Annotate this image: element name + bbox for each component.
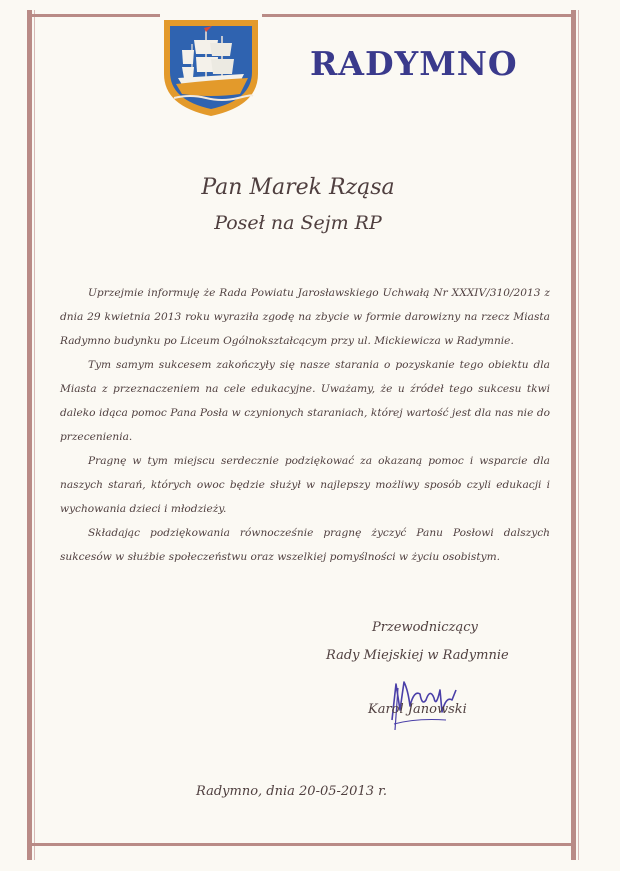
city-name-heading: RADYMNO	[310, 44, 518, 83]
letter-paragraph: Pragnę w tym miejscu serdecznie podziękować za okazaną pomoc i wsparcie dla naszych starań, których owoc będzie służył w najlepszy możliwy sposób czyli edukacji i wychowania dzieci i młodzieży.	[60, 455, 550, 515]
signatory-council: Rady Miejskiej w Radymnie	[326, 648, 509, 663]
signatory-name: Karol Janowski	[368, 702, 467, 717]
signatory-role: Przewodniczący	[372, 620, 478, 635]
handwritten-signature	[386, 660, 466, 734]
coat-of-arms-logo	[160, 14, 262, 118]
recipient-name: Pan Marek Rząsa	[201, 175, 395, 200]
letter-paragraph: Składając podziękowania równocześnie pragnę życzyć Panu Posłowi dalszych sukcesów w służbie społeczeństwu oraz wszelkiej pomyślności w życiu osobistym.	[60, 527, 550, 563]
frame-left-inner-line	[34, 10, 35, 860]
letter-paragraph: Uprzejmie informuję że Rada Powiatu Jarosławskiego Uchwałą Nr XXXIV/310/2013 z dnia 29 kwietnia 2013 roku wyraziła zgodę na zbycie w formie darowizny na rzecz Miasta Radymno budynku po Liceum Ogólnokształcącym przy ul. Mickiewicza w Radymnie.	[60, 287, 550, 347]
recipient-title: Poseł na Sejm RP	[214, 212, 382, 234]
frame-left-border	[27, 10, 32, 860]
frame-right-inner-line	[578, 10, 579, 860]
frame-right-border	[571, 10, 576, 860]
frame-bottom-border	[27, 843, 576, 846]
frame-top-border-left	[27, 14, 160, 17]
letter-body	[60, 281, 550, 569]
place-and-date: Radymno, dnia 20-05-2013 r.	[196, 784, 388, 799]
frame-top-border-right	[262, 14, 576, 17]
letter-paragraph: Tym samym sukcesem zakończyły się nasze starania o pozyskanie tego obiektu dla Miasta z przeznaczeniem na cele edukacyjne. Uważamy, że u źródeł tego sukcesu tkwi daleko idąca pomoc Pana Posła w czynionych staraniach, której wartość jest dla nas nie do przecenienia.	[60, 359, 550, 443]
